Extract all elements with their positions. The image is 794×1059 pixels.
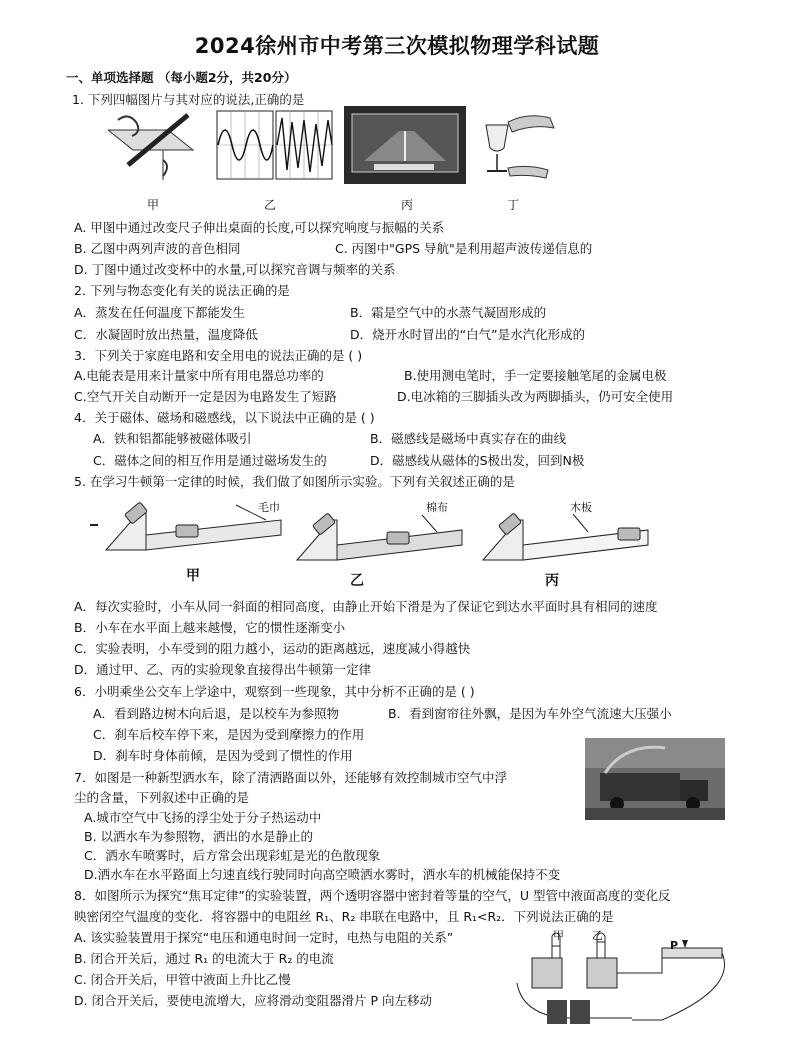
q7-stem-line1: 7．如图是一种新型洒水车，除了清洒路面以外，还能够有效控制城市空气中浮 bbox=[74, 770, 507, 785]
q1-figure-waveforms bbox=[216, 110, 334, 182]
q5-option-b: B．小车在水平面上越来越慢，它的惯性逐渐变小 bbox=[74, 620, 346, 635]
q3-option-b: B.使用测电笔时，手一定要接触笔尾的金属电极 bbox=[404, 368, 667, 383]
q5-surface-towel: 毛巾 bbox=[258, 501, 280, 514]
q3-option-a: A.电能表是用来计量家中所有用电器总功率的 bbox=[74, 368, 324, 383]
q8-label-yi: 乙 bbox=[592, 929, 603, 942]
q6-stem: 6．小明乘坐公交车上学途中，观察到一些现象，其中分析不正确的是 ( ) bbox=[74, 684, 475, 699]
q6-option-d: D．刹车时身体前倾，是因为受到了惯性的作用 bbox=[93, 748, 353, 763]
q1-figure-gps-screen bbox=[344, 106, 466, 184]
q7-option-b: B. 以洒水车为参照物，洒出的水是静止的 bbox=[84, 829, 314, 844]
q5-figure-bing bbox=[478, 510, 653, 570]
q2-option-b: B．霜是空气中的水蒸气凝固形成的 bbox=[350, 305, 547, 320]
q1-option-a: A. 甲图中通过改变尺子伸出桌面的长度,可以探究响度与振幅的关系 bbox=[74, 220, 445, 235]
q3-option-c: C.空气开关自动断开一定是因为电路发生了短路 bbox=[74, 389, 337, 404]
q1-figure-ruler bbox=[108, 110, 203, 185]
q1-caption-ding: 丁 bbox=[507, 198, 520, 212]
q1-option-d: D. 丁图中通过改变杯中的水量,可以探究音调与频率的关系 bbox=[74, 262, 396, 277]
q4-option-b: B．磁感线是磁场中真实存在的曲线 bbox=[370, 431, 567, 446]
q4-option-c: C．磁体之间的相互作用是通过磁场发生的 bbox=[93, 453, 327, 468]
q5-caption-bing: 丙 bbox=[545, 573, 559, 589]
q8-stem-line2: 映密闭空气温度的变化．将容器中的电阻丝 R₁、R₂ 串联在电路中，且 R₁<R₂．下列说法正确的是 bbox=[74, 909, 614, 924]
q1-option-c: C. 丙图中"GPS 导航"是利用超声波传递信息的 bbox=[335, 241, 593, 256]
q6-option-a: A．看到路边树木向后退，是以校车为参照物 bbox=[93, 706, 340, 721]
q6-option-c: C．刹车后校车停下来，是因为受到摩擦力的作用 bbox=[93, 727, 365, 742]
q5-stem: 5. 在学习牛顿第一定律的时候，我们做了如图所示实验。下列有关叙述正确的是 bbox=[74, 474, 515, 489]
q2-option-a: A．蒸发在任何温度下都能发生 bbox=[74, 305, 246, 320]
q8-stem-line1: 8．如图所示为探究“焦耳定律”的实验装置，两个透明容器中密封着等量的空气，U 型管中液面高度的变化反 bbox=[74, 888, 671, 903]
q1-caption-bing: 丙 bbox=[401, 198, 414, 212]
q5-figure-yi bbox=[292, 510, 467, 570]
section-heading: 一、单项选择题 （每小题2分，共20分） bbox=[66, 70, 297, 85]
q8-label-p: P bbox=[670, 939, 679, 952]
q7-option-a: A.城市空气中飞扬的浮尘处于分子热运动中 bbox=[84, 810, 322, 825]
q1-caption-jia: 甲 bbox=[147, 198, 160, 212]
q5-surface-cotton: 棉布 bbox=[426, 501, 448, 514]
q7-figure-sprinkler-truck bbox=[585, 738, 725, 820]
q2-stem: 2. 下列与物态变化有关的说法正确的是 bbox=[74, 283, 290, 298]
q7-option-c: C．洒水车喷雾时，后方常会出现彩虹是光的色散现象 bbox=[84, 848, 381, 863]
q1-caption-yi: 乙 bbox=[264, 198, 277, 212]
q8-label-jia: 甲 bbox=[553, 929, 564, 942]
q5-caption-jia: 甲 bbox=[186, 568, 200, 584]
q8-option-a: A. 该实验装置用于探究“电压和通电时间一定时，电热与电阻的关系” bbox=[74, 930, 454, 945]
q4-option-d: D．磁感线从磁体的S极出发，回到N极 bbox=[370, 453, 585, 468]
q5-surface-board: 木板 bbox=[570, 501, 592, 514]
q7-option-d: D.洒水车在水平路面上匀速直线行驶同时向高空喷洒水雾时，洒水车的机械能保持不变 bbox=[84, 867, 561, 882]
q3-option-d: D.电冰箱的三脚插头改为两脚插头，仍可安全使用 bbox=[397, 389, 674, 404]
q1-stem: 1. 下列四幅图片与其对应的说法,正确的是 bbox=[72, 92, 305, 107]
q3-stem: 3．下列关于家庭电路和安全用电的说法正确的是 ( ) bbox=[74, 348, 363, 363]
q7-stem-line2: 尘的含量，下列叙述中正确的是 bbox=[74, 790, 250, 805]
q2-option-c: C．水凝固时放出热量，温度降低 bbox=[74, 327, 258, 342]
q8-option-d: D. 闭合开关后，要使电流增大，应将滑动变阻器滑片 P 向左移动 bbox=[74, 993, 433, 1008]
q1-option-b: B. 乙图中两列声波的音色相同 bbox=[74, 241, 241, 256]
q2-option-d: D．烧开水时冒出的“白气”是水汽化形成的 bbox=[350, 327, 586, 342]
q1-figure-wine-glass bbox=[478, 110, 558, 182]
q4-option-a: A．铁和铝都能够被磁体吸引 bbox=[93, 431, 252, 446]
q5-option-c: C．实验表明，小车受到的阻力越小，运动的距离越远，速度减小得越快 bbox=[74, 641, 471, 656]
page-title: 2024徐州市中考第三次模拟物理学科试题 bbox=[194, 34, 600, 58]
q8-option-b: B. 闭合开关后，通过 R₁ 的电流大于 R₂ 的电流 bbox=[74, 951, 334, 966]
q5-option-a: A．每次实验时，小车从同一斜面的相同高度，由静止开始下滑是为了保证它到达水平面时具有相同的速度 bbox=[74, 599, 658, 614]
q5-option-d: D．通过甲、乙、丙的实验现象直接得出牛顿第一定律 bbox=[74, 662, 372, 677]
q4-stem: 4．关于磁体、磁场和磁感线，以下说法中正确的是 ( ) bbox=[74, 410, 375, 425]
q6-option-b: B．看到窗帘往外飘，是因为车外空气流速大压强小 bbox=[388, 706, 672, 721]
q8-figure-joule-apparatus bbox=[512, 928, 742, 1028]
q5-caption-yi: 乙 bbox=[350, 573, 364, 589]
q8-option-c: C. 闭合开关后，甲管中液面上升比乙慢 bbox=[74, 972, 291, 987]
q5-figure-jia bbox=[86, 495, 286, 560]
